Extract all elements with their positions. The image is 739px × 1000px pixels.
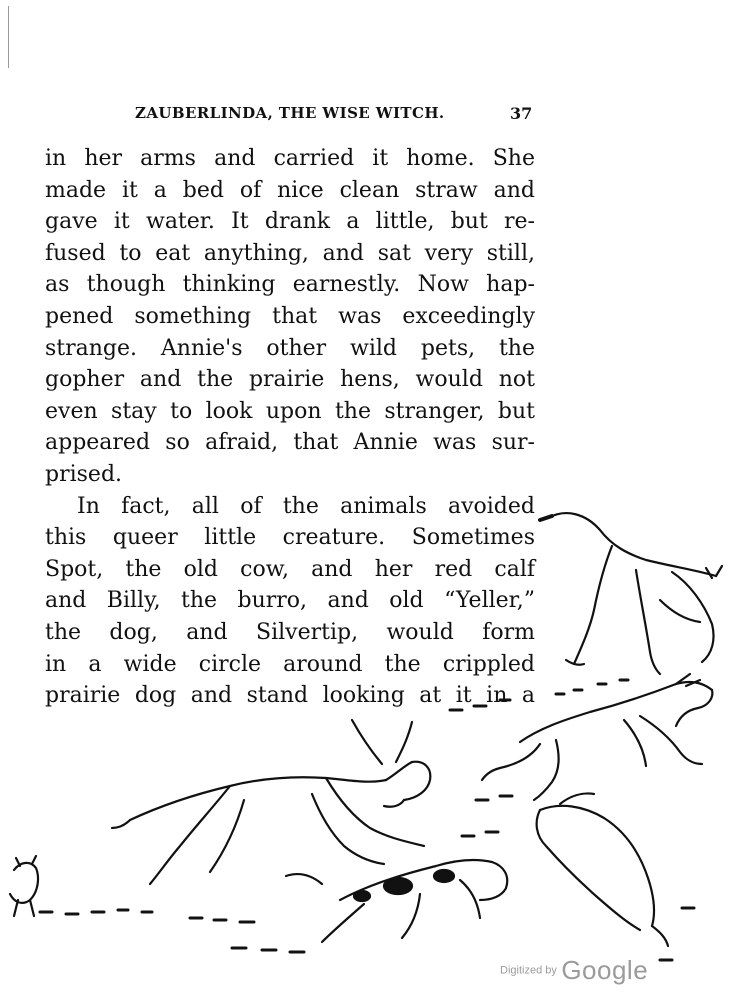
text-line: appeared so afraid, that Annie was sur- — [45, 430, 535, 456]
scan-edge-mark — [8, 6, 9, 68]
text-line: in her arms and carried it home. She — [45, 146, 535, 171]
digitized-by-label: Digitized by — [500, 964, 557, 977]
spotted-dog-drawing — [286, 860, 507, 942]
body-text — [45, 143, 535, 712]
running-head: ZAUBERLINDA, THE WISE WITCH. — [135, 104, 445, 122]
text-line: pened something that was exceedingly — [45, 303, 535, 329]
ground-trail-marks — [40, 796, 694, 960]
text-line: fused to eat anything, and sat very still, — [45, 240, 535, 266]
cow-drawing — [540, 513, 722, 674]
text-line: the dog, and Silvertip, would form — [45, 619, 535, 645]
digitized-by-watermark — [500, 955, 648, 986]
text-line: in a wide circle around the crippled — [45, 651, 535, 677]
text-line: made it a bed of nice clean straw and — [45, 177, 535, 203]
text-line: strange. Annie's other wild pets, the — [45, 335, 535, 361]
google-logo: Google — [561, 955, 649, 985]
text-line: this queer little creature. Sometimes — [45, 525, 535, 551]
text-line: even stay to look upon the stranger, but — [45, 398, 535, 424]
text-line: prairie dog and stand looking at it in a — [45, 683, 535, 709]
text-line: gave it water. It drank a little, but re- — [45, 209, 535, 235]
paragraph-start-line: In fact, all of the animals avoided — [77, 493, 535, 519]
page-number: 37 — [510, 104, 533, 123]
text-line: prised. — [45, 461, 123, 487]
text-line: as though thinking earnestly. Now hap- — [45, 272, 535, 298]
text-line: Spot, the old cow, and her red calf — [45, 556, 535, 582]
prairie-dog-drawing — [10, 856, 38, 916]
text-line: and Billy, the burro, and old “Yeller,” — [45, 588, 535, 614]
lamb-drawing — [537, 793, 668, 946]
text-line: gopher and the prairie hens, would not — [45, 367, 535, 393]
donkey-drawing — [112, 720, 430, 884]
